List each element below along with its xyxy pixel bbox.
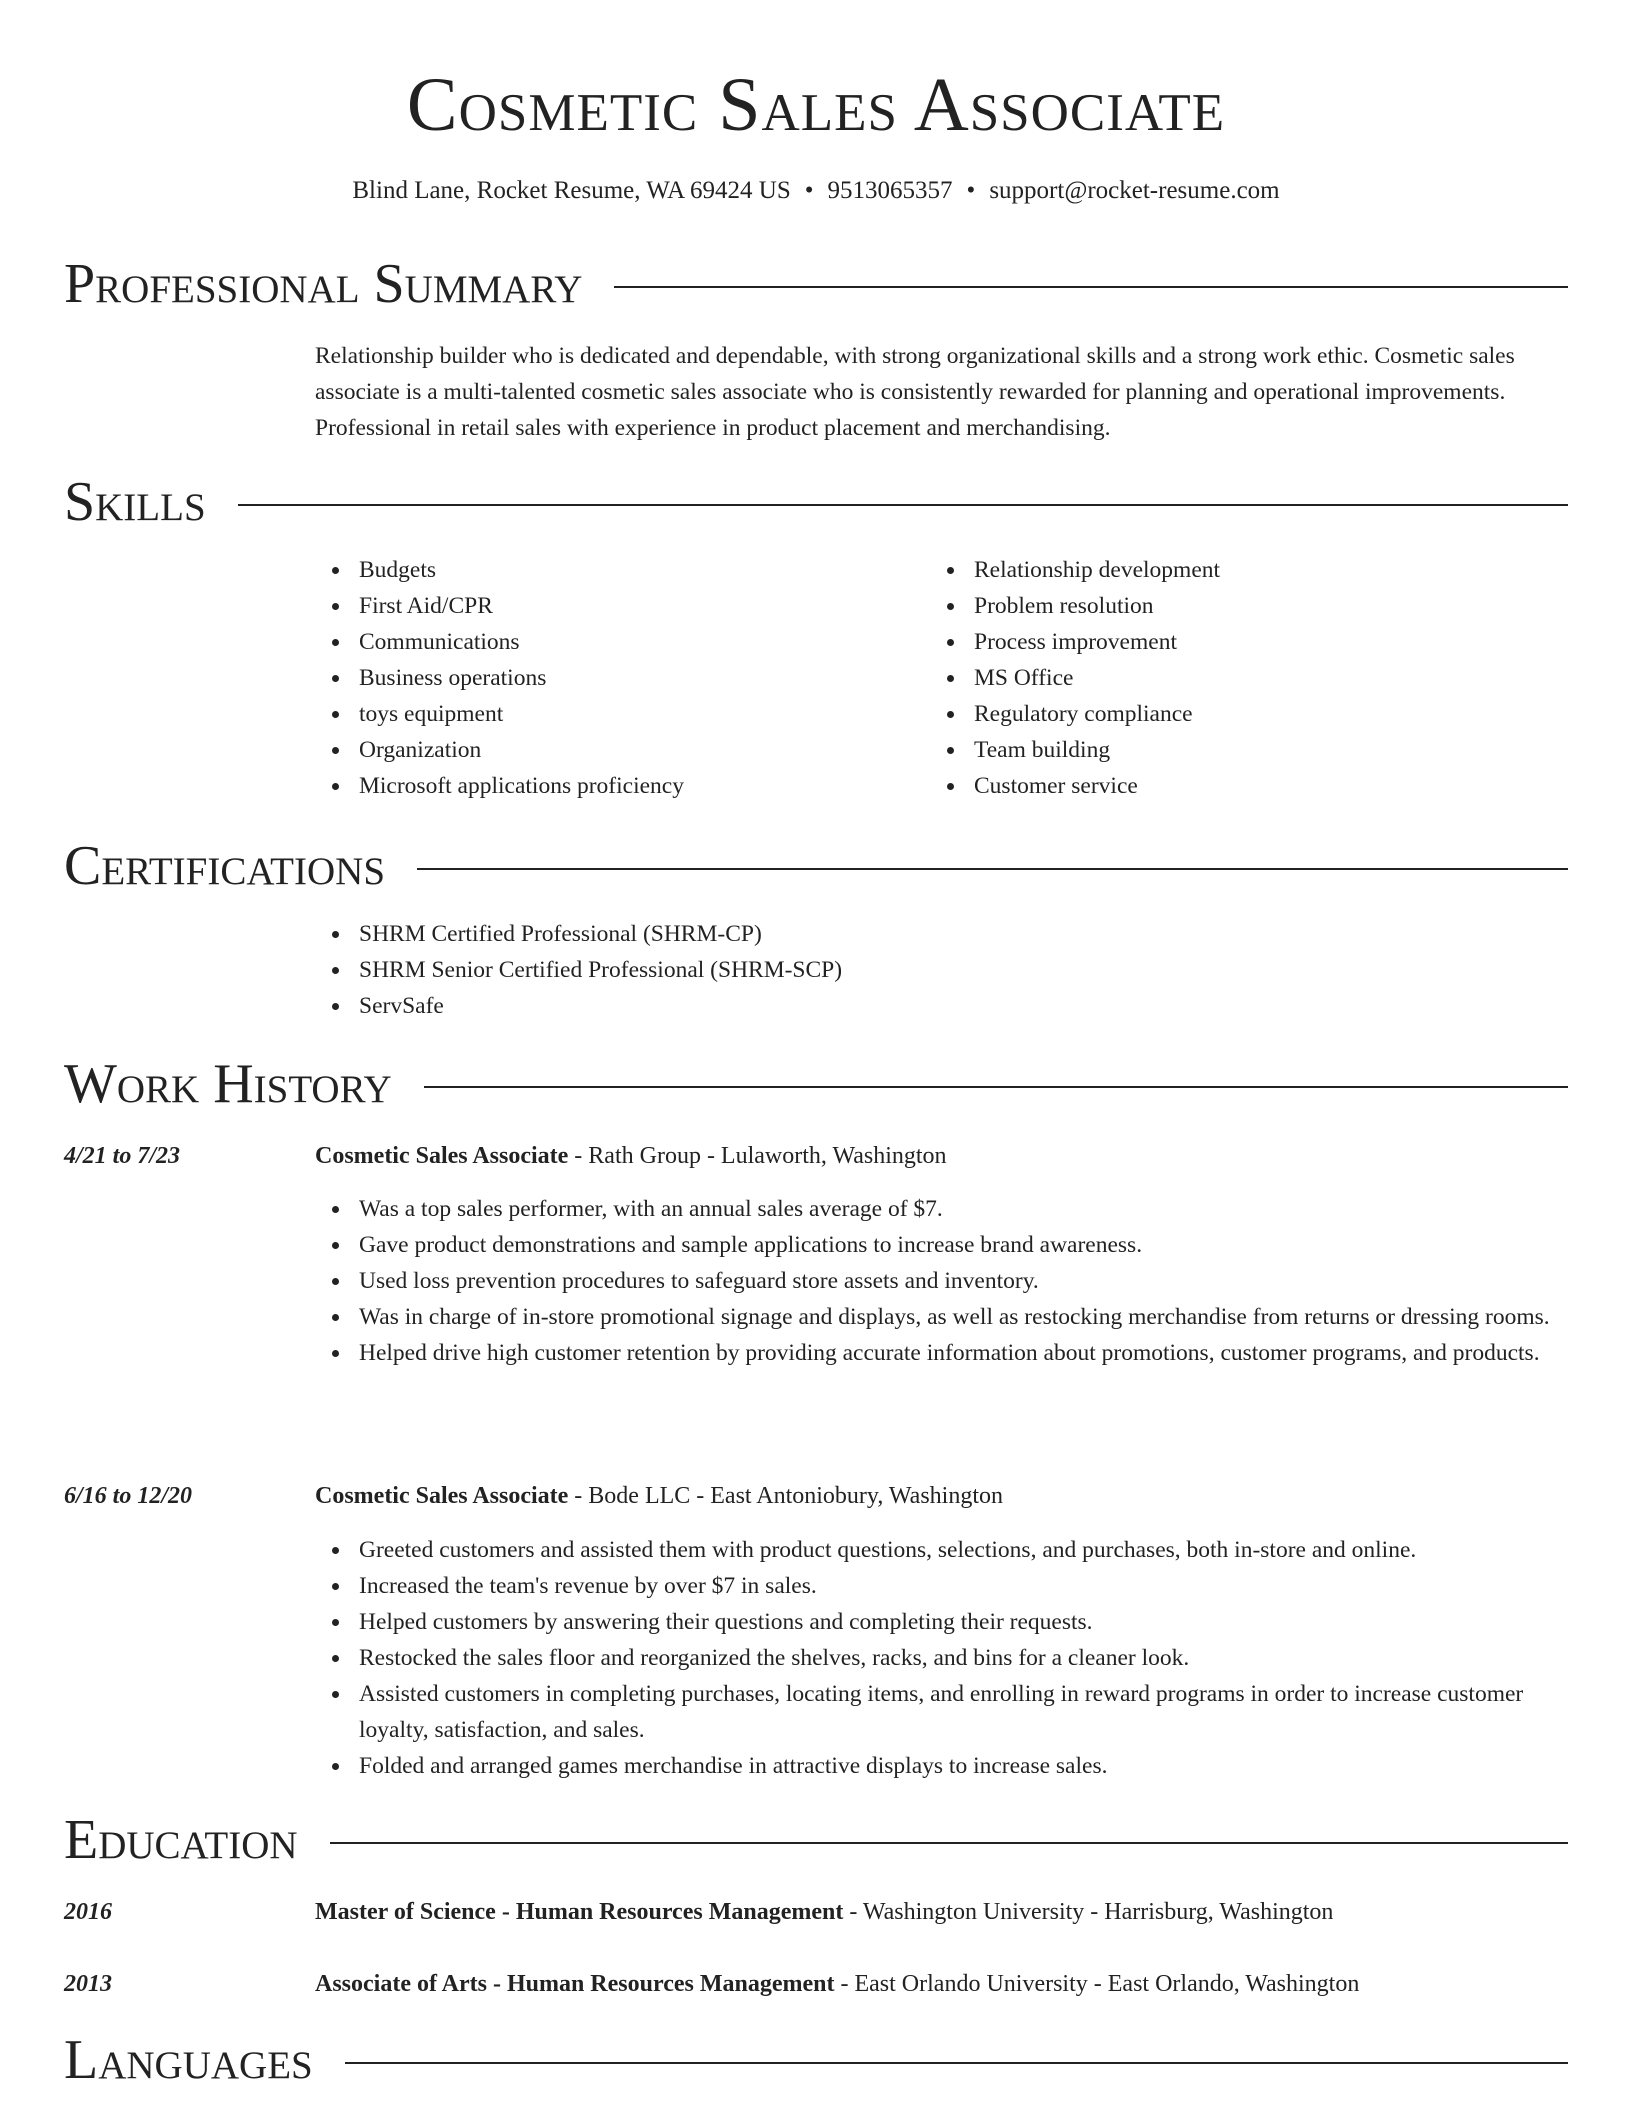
skill-item: Team building <box>930 732 1530 768</box>
certifications-list <box>315 916 1515 1024</box>
skill-item: Business operations <box>315 660 915 696</box>
job-bullet: Restocked the sales floor and reorganized the shelves, racks, and bins for a cleaner look. <box>315 1640 1575 1676</box>
section-header-skills <box>64 472 1568 532</box>
skill-item: Organization <box>315 732 915 768</box>
education-year: 2016 <box>64 1899 112 1925</box>
section-header-work-history <box>64 1054 1568 1114</box>
section-title-work-history: Work History <box>64 1054 424 1114</box>
skills-list-left <box>315 552 915 804</box>
job-employer: - Rath Group - Lulaworth, Washington <box>568 1143 947 1169</box>
education-school: - East Orlando University - East Orlando, Washington <box>834 1971 1360 1997</box>
job-heading <box>315 1138 1575 1174</box>
section-header-education <box>64 1810 1568 1870</box>
certification-item: SHRM Certified Professional (SHRM-CP) <box>315 916 1515 952</box>
skill-item: Relationship development <box>930 552 1530 588</box>
section-rule <box>64 504 1568 506</box>
section-header-languages <box>64 2030 1568 2090</box>
contact-phone: 9513065357 <box>827 177 953 204</box>
job-bullets <box>315 1532 1575 1784</box>
job-bullet: Helped drive high customer retention by providing accurate information about promotions, customer programs, and products. <box>315 1335 1575 1371</box>
contact-address: Blind Lane, Rocket Resume, WA 69424 US <box>352 177 791 204</box>
job-employer: - Bode LLC - East Antoniobury, Washington <box>568 1483 1003 1509</box>
job-dates: 4/21 to 7/23 <box>64 1143 181 1169</box>
section-title-summary: Professional Summary <box>64 254 614 314</box>
contact-separator: • <box>804 177 814 204</box>
skill-item: MS Office <box>930 660 1530 696</box>
job-bullet: Was in charge of in-store promotional signage and displays, as well as restocking merchandise from returns or dressing rooms. <box>315 1299 1575 1335</box>
contact-separator: • <box>966 177 976 204</box>
skill-item: First Aid/CPR <box>315 588 915 624</box>
skill-item: Customer service <box>930 768 1530 804</box>
skill-item: Problem resolution <box>930 588 1530 624</box>
resume-name: Cosmetic Sales Associate <box>406 63 1226 147</box>
job-bullets <box>315 1191 1575 1371</box>
skill-item: Process improvement <box>930 624 1530 660</box>
certification-item: ServSafe <box>315 988 1515 1024</box>
skill-item: Microsoft applications proficiency <box>315 768 915 804</box>
education-school: - Washington University - Harrisburg, Washington <box>843 1899 1334 1925</box>
skill-item: Communications <box>315 624 915 660</box>
job-bullet: Was a top sales performer, with an annual sales average of $7. <box>315 1191 1575 1227</box>
skill-item: Budgets <box>315 552 915 588</box>
job-bullet: Helped customers by answering their questions and completing their requests. <box>315 1604 1575 1640</box>
job-title: Cosmetic Sales Associate <box>315 1143 569 1169</box>
education-degree: Associate of Arts - Human Resources Management <box>315 1971 835 1997</box>
section-header-summary <box>64 254 1568 314</box>
job-heading <box>315 1478 1575 1514</box>
education-degree: Master of Science - Human Resources Management <box>315 1899 844 1925</box>
job-bullet: Increased the team's revenue by over $7 in sales. <box>315 1568 1575 1604</box>
section-title-skills: Skills <box>64 472 238 532</box>
job-bullet: Assisted customers in completing purchases, locating items, and enrolling in reward programs in order to increase customer loyalty, satisfaction, and sales. <box>315 1676 1575 1748</box>
job-bullet: Greeted customers and assisted them with product questions, selections, and purchases, both in-store and online. <box>315 1532 1575 1568</box>
job-bullet: Folded and arranged games merchandise in attractive displays to increase sales. <box>315 1748 1575 1784</box>
skill-item: Regulatory compliance <box>930 696 1530 732</box>
job-dates: 6/16 to 12/20 <box>64 1483 193 1509</box>
certification-item: SHRM Senior Certified Professional (SHRM-SCP) <box>315 952 1515 988</box>
education-entry <box>315 1894 1575 1930</box>
section-title-education: Education <box>64 1810 330 1870</box>
education-entry <box>315 1966 1575 2002</box>
skill-item: toys equipment <box>315 696 915 732</box>
section-header-certifications <box>64 836 1568 896</box>
contact-line <box>0 174 1632 208</box>
job-bullet: Used loss prevention procedures to safeguard store assets and inventory. <box>315 1263 1575 1299</box>
job-bullet: Gave product demonstrations and sample applications to increase brand awareness. <box>315 1227 1575 1263</box>
section-title-certifications: Certifications <box>64 836 417 896</box>
skills-list-right <box>930 552 1530 804</box>
education-year: 2013 <box>64 1971 112 1997</box>
contact-email[interactable]: support@rocket-resume.com <box>989 177 1280 204</box>
summary-text: Relationship builder who is dedicated and dependable, with strong organizational skills and a strong work ethic. Cosmetic sales associate is a multi-talented cosmetic sales associate who is consistently rewarded for planning and operational improvements. Professional in retail sales with experience in product placement and merchandising. <box>315 343 1515 441</box>
job-title: Cosmetic Sales Associate <box>315 1483 569 1509</box>
section-title-languages: Languages <box>64 2030 345 2090</box>
